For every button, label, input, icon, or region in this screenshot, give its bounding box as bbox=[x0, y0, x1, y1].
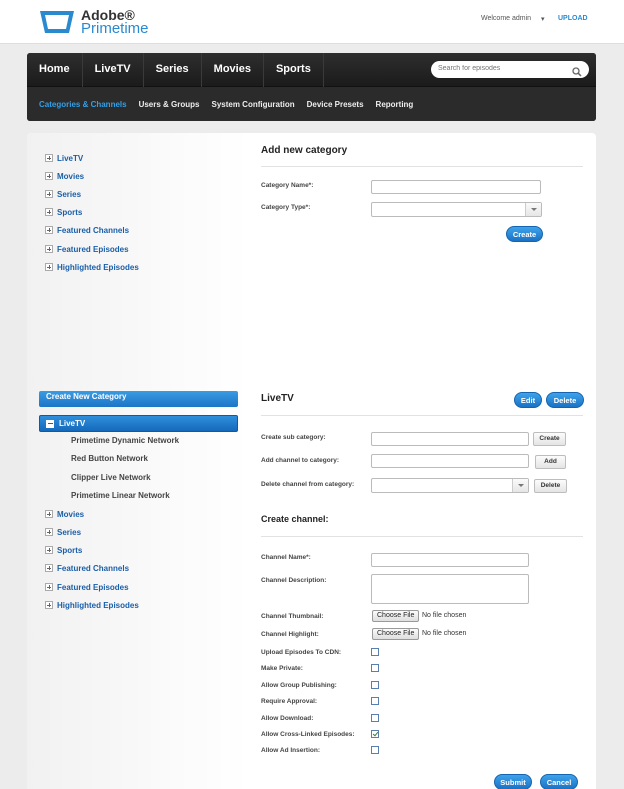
tree-item-label: Sports bbox=[57, 545, 83, 555]
expand-plus-icon[interactable] bbox=[45, 226, 53, 234]
checkbox-label-allow-download: Allow Download: bbox=[261, 715, 314, 722]
edit-category-button[interactable]: Edit bbox=[514, 392, 542, 408]
tree-item-highlighted-episodes[interactable] bbox=[45, 261, 139, 273]
channel-highlight-label: Channel Highlight: bbox=[261, 631, 319, 638]
group-publishing-checkbox[interactable] bbox=[371, 681, 379, 689]
tree-item-sports[interactable] bbox=[45, 206, 82, 218]
divider bbox=[261, 536, 583, 537]
user-menu-caret-icon[interactable]: ▾ bbox=[541, 16, 545, 23]
expand-plus-icon[interactable] bbox=[45, 528, 53, 536]
delete-channel-button[interactable]: Delete bbox=[534, 479, 567, 493]
channel-name-label: Channel Name*: bbox=[261, 554, 311, 561]
subnav-system-configuration[interactable]: System Configuration bbox=[211, 99, 295, 109]
category-type-label: Category Type*: bbox=[261, 204, 311, 211]
upload-link[interactable]: UPLOAD bbox=[558, 15, 588, 22]
create-sub-category-label: Create sub category: bbox=[261, 434, 326, 441]
tree-item-livetv-active[interactable] bbox=[39, 415, 238, 432]
allow-download-checkbox[interactable] bbox=[371, 714, 379, 722]
expand-plus-icon[interactable] bbox=[45, 510, 53, 518]
expand-plus-icon[interactable] bbox=[45, 583, 53, 591]
create-sub-category-button[interactable]: Create bbox=[533, 432, 566, 446]
collapse-minus-icon[interactable] bbox=[46, 420, 54, 428]
upload-cdn-checkbox[interactable] bbox=[371, 648, 379, 656]
checkbox-label-require-approval: Require Approval: bbox=[261, 698, 318, 705]
expand-plus-icon[interactable] bbox=[45, 564, 53, 572]
tree-item-highlighted-episodes-2[interactable] bbox=[45, 599, 139, 611]
tree-item-label: Featured Episodes bbox=[57, 244, 129, 254]
welcome-user[interactable]: Welcome admin bbox=[481, 15, 532, 22]
tree-item-series[interactable] bbox=[45, 188, 81, 200]
divider bbox=[261, 166, 583, 167]
tree-item-label: Series bbox=[57, 189, 82, 199]
tree-item-label: Featured Channels bbox=[57, 563, 130, 573]
nav-movies[interactable]: Movies bbox=[202, 53, 264, 87]
tree-item-featured-channels-2[interactable] bbox=[45, 562, 129, 574]
create-category-button[interactable]: Create bbox=[506, 226, 543, 242]
make-private-checkbox[interactable] bbox=[371, 664, 379, 672]
chevron-down-icon[interactable] bbox=[512, 479, 528, 492]
chevron-down-icon[interactable] bbox=[525, 203, 541, 216]
add-channel-button[interactable]: Add bbox=[535, 455, 566, 469]
add-category-title: Add new category bbox=[261, 145, 348, 156]
thumbnail-file-status: No file chosen bbox=[422, 612, 467, 619]
top-bar bbox=[0, 0, 624, 44]
checkbox-label-upload-cdn: Upload Episodes To CDN: bbox=[261, 649, 342, 656]
primetime-tv-icon bbox=[38, 8, 76, 36]
brand-line-2: Primetime bbox=[81, 20, 149, 37]
expand-plus-icon[interactable] bbox=[45, 601, 53, 609]
adobe-primetime-logo[interactable] bbox=[38, 5, 149, 39]
expand-plus-icon[interactable] bbox=[45, 154, 53, 162]
tree-item-label: Featured Channels bbox=[57, 225, 130, 235]
content-panel bbox=[27, 133, 596, 789]
checkbox-label-cross-linked: Allow Cross-Linked Episodes: bbox=[261, 731, 355, 738]
tree-item-label: Movies bbox=[57, 171, 85, 181]
add-channel-input[interactable] bbox=[371, 454, 529, 468]
tree-item-label: Series bbox=[57, 527, 82, 537]
subnav-reporting[interactable]: Reporting bbox=[375, 99, 414, 109]
subnav-users-groups[interactable]: Users & Groups bbox=[138, 99, 200, 109]
checkbox-label-ad-insertion: Allow Ad Insertion: bbox=[261, 747, 320, 754]
delete-channel-label: Delete channel from category: bbox=[261, 481, 355, 488]
category-sidebar bbox=[27, 133, 249, 789]
thumbnail-choose-file-button[interactable]: Choose File bbox=[372, 610, 419, 622]
expand-plus-icon[interactable] bbox=[45, 546, 53, 554]
create-channel-title: Create channel: bbox=[261, 514, 329, 524]
tree-item-sports-2[interactable] bbox=[45, 544, 82, 556]
channel-thumbnail-label: Channel Thumbnail: bbox=[261, 613, 324, 620]
category-name-input[interactable] bbox=[371, 180, 541, 194]
cancel-button[interactable]: Cancel bbox=[540, 774, 578, 789]
tree-item-featured-channels[interactable] bbox=[45, 224, 129, 236]
tree-item-label: Movies bbox=[57, 509, 85, 519]
tree-item-label: Highlighted Episodes bbox=[57, 262, 139, 272]
expand-plus-icon[interactable] bbox=[45, 263, 53, 271]
channel-name-input[interactable] bbox=[371, 553, 529, 567]
tree-item-livetv[interactable] bbox=[45, 152, 83, 164]
tree-item-label: LiveTV bbox=[59, 419, 86, 428]
sub-category-input[interactable] bbox=[371, 432, 529, 446]
submit-button[interactable]: Submit bbox=[494, 774, 532, 789]
subtree-item-primetime-linear[interactable]: Primetime Linear Network bbox=[71, 491, 170, 500]
category-type-select[interactable] bbox=[371, 202, 542, 217]
tree-item-featured-episodes[interactable] bbox=[45, 243, 129, 255]
create-new-category-button[interactable]: Create New Category bbox=[39, 391, 238, 407]
tree-item-featured-episodes-2[interactable] bbox=[45, 581, 129, 593]
nav-series[interactable]: Series bbox=[144, 53, 202, 87]
require-approval-checkbox[interactable] bbox=[371, 697, 379, 705]
expand-plus-icon[interactable] bbox=[45, 190, 53, 198]
tree-item-series-2[interactable] bbox=[45, 526, 81, 538]
tree-item-movies-2[interactable] bbox=[45, 508, 84, 520]
nav-sports[interactable]: Sports bbox=[264, 53, 324, 87]
checkbox-label-make-private: Make Private: bbox=[261, 665, 303, 672]
tree-item-label: Highlighted Episodes bbox=[57, 600, 139, 610]
divider bbox=[261, 415, 583, 416]
subtree-item-red-button[interactable]: Red Button Network bbox=[71, 454, 148, 463]
livetv-section-title: LiveTV bbox=[261, 393, 294, 404]
subtree-item-clipper-live[interactable]: Clipper Live Network bbox=[71, 473, 151, 482]
subnav-device-presets[interactable]: Device Presets bbox=[306, 99, 364, 109]
expand-plus-icon[interactable] bbox=[45, 172, 53, 180]
subtree-item-primetime-dynamic[interactable]: Primetime Dynamic Network bbox=[71, 436, 180, 445]
search-input[interactable] bbox=[438, 65, 568, 72]
ad-insertion-checkbox[interactable] bbox=[371, 746, 379, 754]
brand-line-1: Adobe® bbox=[81, 7, 135, 23]
tree-item-movies[interactable] bbox=[45, 170, 84, 182]
cross-linked-checkbox[interactable] bbox=[371, 730, 379, 738]
category-name-label: Category Name*: bbox=[261, 182, 314, 189]
search-icon[interactable] bbox=[572, 64, 582, 74]
checkbox-label-group-publishing: Allow Group Publishing: bbox=[261, 682, 337, 689]
channel-description-textarea[interactable] bbox=[371, 574, 529, 604]
expand-plus-icon[interactable] bbox=[45, 245, 53, 253]
highlight-file-status: No file chosen bbox=[422, 630, 467, 637]
nav-home[interactable]: Home bbox=[27, 53, 83, 87]
tree-item-label: Sports bbox=[57, 207, 83, 217]
episode-search-box bbox=[431, 61, 589, 78]
channel-description-label: Channel Description: bbox=[261, 577, 327, 584]
subnav-categories-channels[interactable]: Categories & Channels bbox=[39, 99, 127, 109]
tree-item-label: Featured Episodes bbox=[57, 582, 129, 592]
delete-channel-select[interactable] bbox=[371, 478, 529, 493]
tree-item-label: LiveTV bbox=[57, 153, 84, 163]
nav-livetv[interactable]: LiveTV bbox=[83, 53, 144, 87]
add-channel-label: Add channel to category: bbox=[261, 457, 340, 464]
expand-plus-icon[interactable] bbox=[45, 208, 53, 216]
main-navigation bbox=[27, 53, 596, 121]
delete-category-button[interactable]: Delete bbox=[546, 392, 584, 408]
highlight-choose-file-button[interactable]: Choose File bbox=[372, 628, 419, 640]
